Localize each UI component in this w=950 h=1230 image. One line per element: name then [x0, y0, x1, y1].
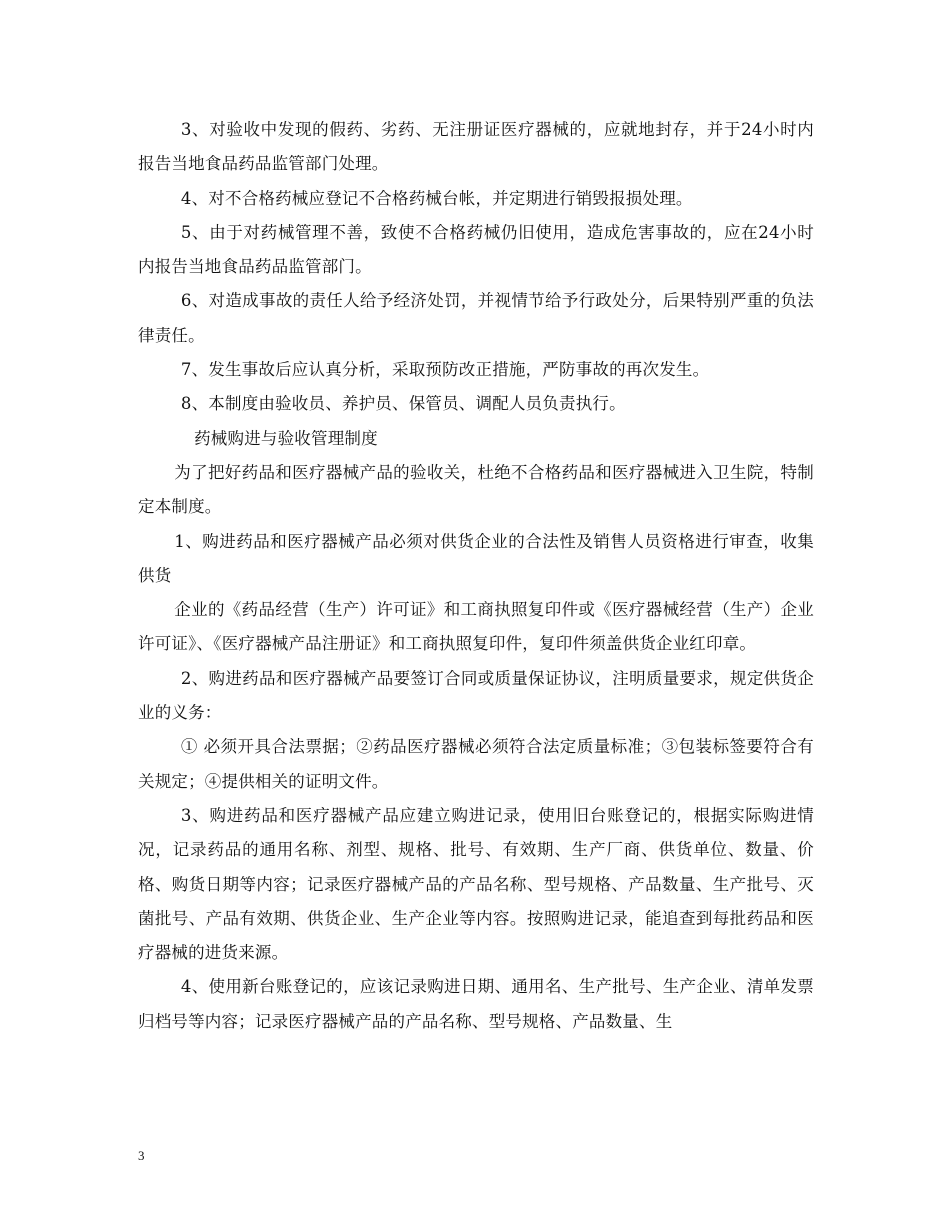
paragraph-item-3-quarantine: 3、对验收中发现的假药、劣药、无注册证医疗器械的，应就地封存，并于24小时内报告当地食品药品监管部门处理。 — [138, 120, 814, 174]
paragraph-intro: 为了把好药品和医疗器械产品的验收关，杜绝不合格药品和医疗器械进入卫生院，特制定本制度。 — [138, 462, 814, 517]
paragraph-item-1-continuation: 企业的《药品经营（生产）许可证》和工商执照复印件或《医疗器械经营（生产）企业许可证》、《医疗器械产品注册证》和工商执照复印件，复印件须盖供货企业红印章。 — [138, 600, 814, 654]
paragraph-item-8-responsibility: 8、本制度由验收员、养护员、保管员、调配人员负责执行。 — [180, 394, 626, 414]
paragraph-obligations-list: ① 必须开具合法票据；②药品医疗器械必须符合法定质量标准；③包装标签要符合有关规定；④提供相关的证明文件。 — [138, 737, 814, 791]
paragraph-item-6-penalty: 6、对造成事故的责任人给予经济处罚，并视情节给予行政处分，后果特别严重的负法律责任。 — [138, 291, 814, 345]
paragraph-item-1-supplier-review: 1、购进药品和医疗器械产品必须对供货企业的合法性及销售人员资格进行审查，收集供货 — [138, 531, 814, 585]
paragraph-item-3-purchase-record: 3、购进药品和医疗器械产品应建立购进记录，使用旧台账登记的，根据实际购进情况，记录药品的通用名称、剂型、规格、批号、有效期、生产厂商、供货单位、数量、价格、购货日期等内容；记录医疗器械产品的产品名称、型号规格、产品数量、生产批号、灭菌批号、产品有效期、供货企业、生产企业等内容。按照购进记录，能追查到每批药品和医疗器械的进货来源。 — [138, 805, 814, 963]
document-body — [138, 113, 814, 1039]
paragraph-item-4-register: 4、对不合格药械应登记不合格药械台帐，并定期进行销毁报损处理。 — [180, 188, 693, 208]
paragraph-item-7-prevention: 7、发生事故后应认真分析，采取预防改正措施，严防事故的再次发生。 — [180, 360, 710, 380]
paragraph-item-4-new-ledger: 4、使用新台账登记的，应该记录购进日期、通用名、生产批号、生产企业、清单发票归档号等内容；记录医疗器械产品的产品名称、型号规格、产品数量、生 — [138, 977, 814, 1031]
page-number: 3 — [138, 1148, 145, 1163]
paragraph-item-5-accident-report: 5、由于对药械管理不善，致使不合格药械仍旧使用，造成危害事故的，应在24小时内报告当地食品药品监管部门。 — [138, 222, 814, 277]
paragraph-item-2-contract: 2、购进药品和医疗器械产品要签订合同或质量保证协议，注明质量要求，规定供货企业的义务： — [138, 668, 814, 723]
section-heading: 药械购进与验收管理制度 — [194, 428, 378, 448]
